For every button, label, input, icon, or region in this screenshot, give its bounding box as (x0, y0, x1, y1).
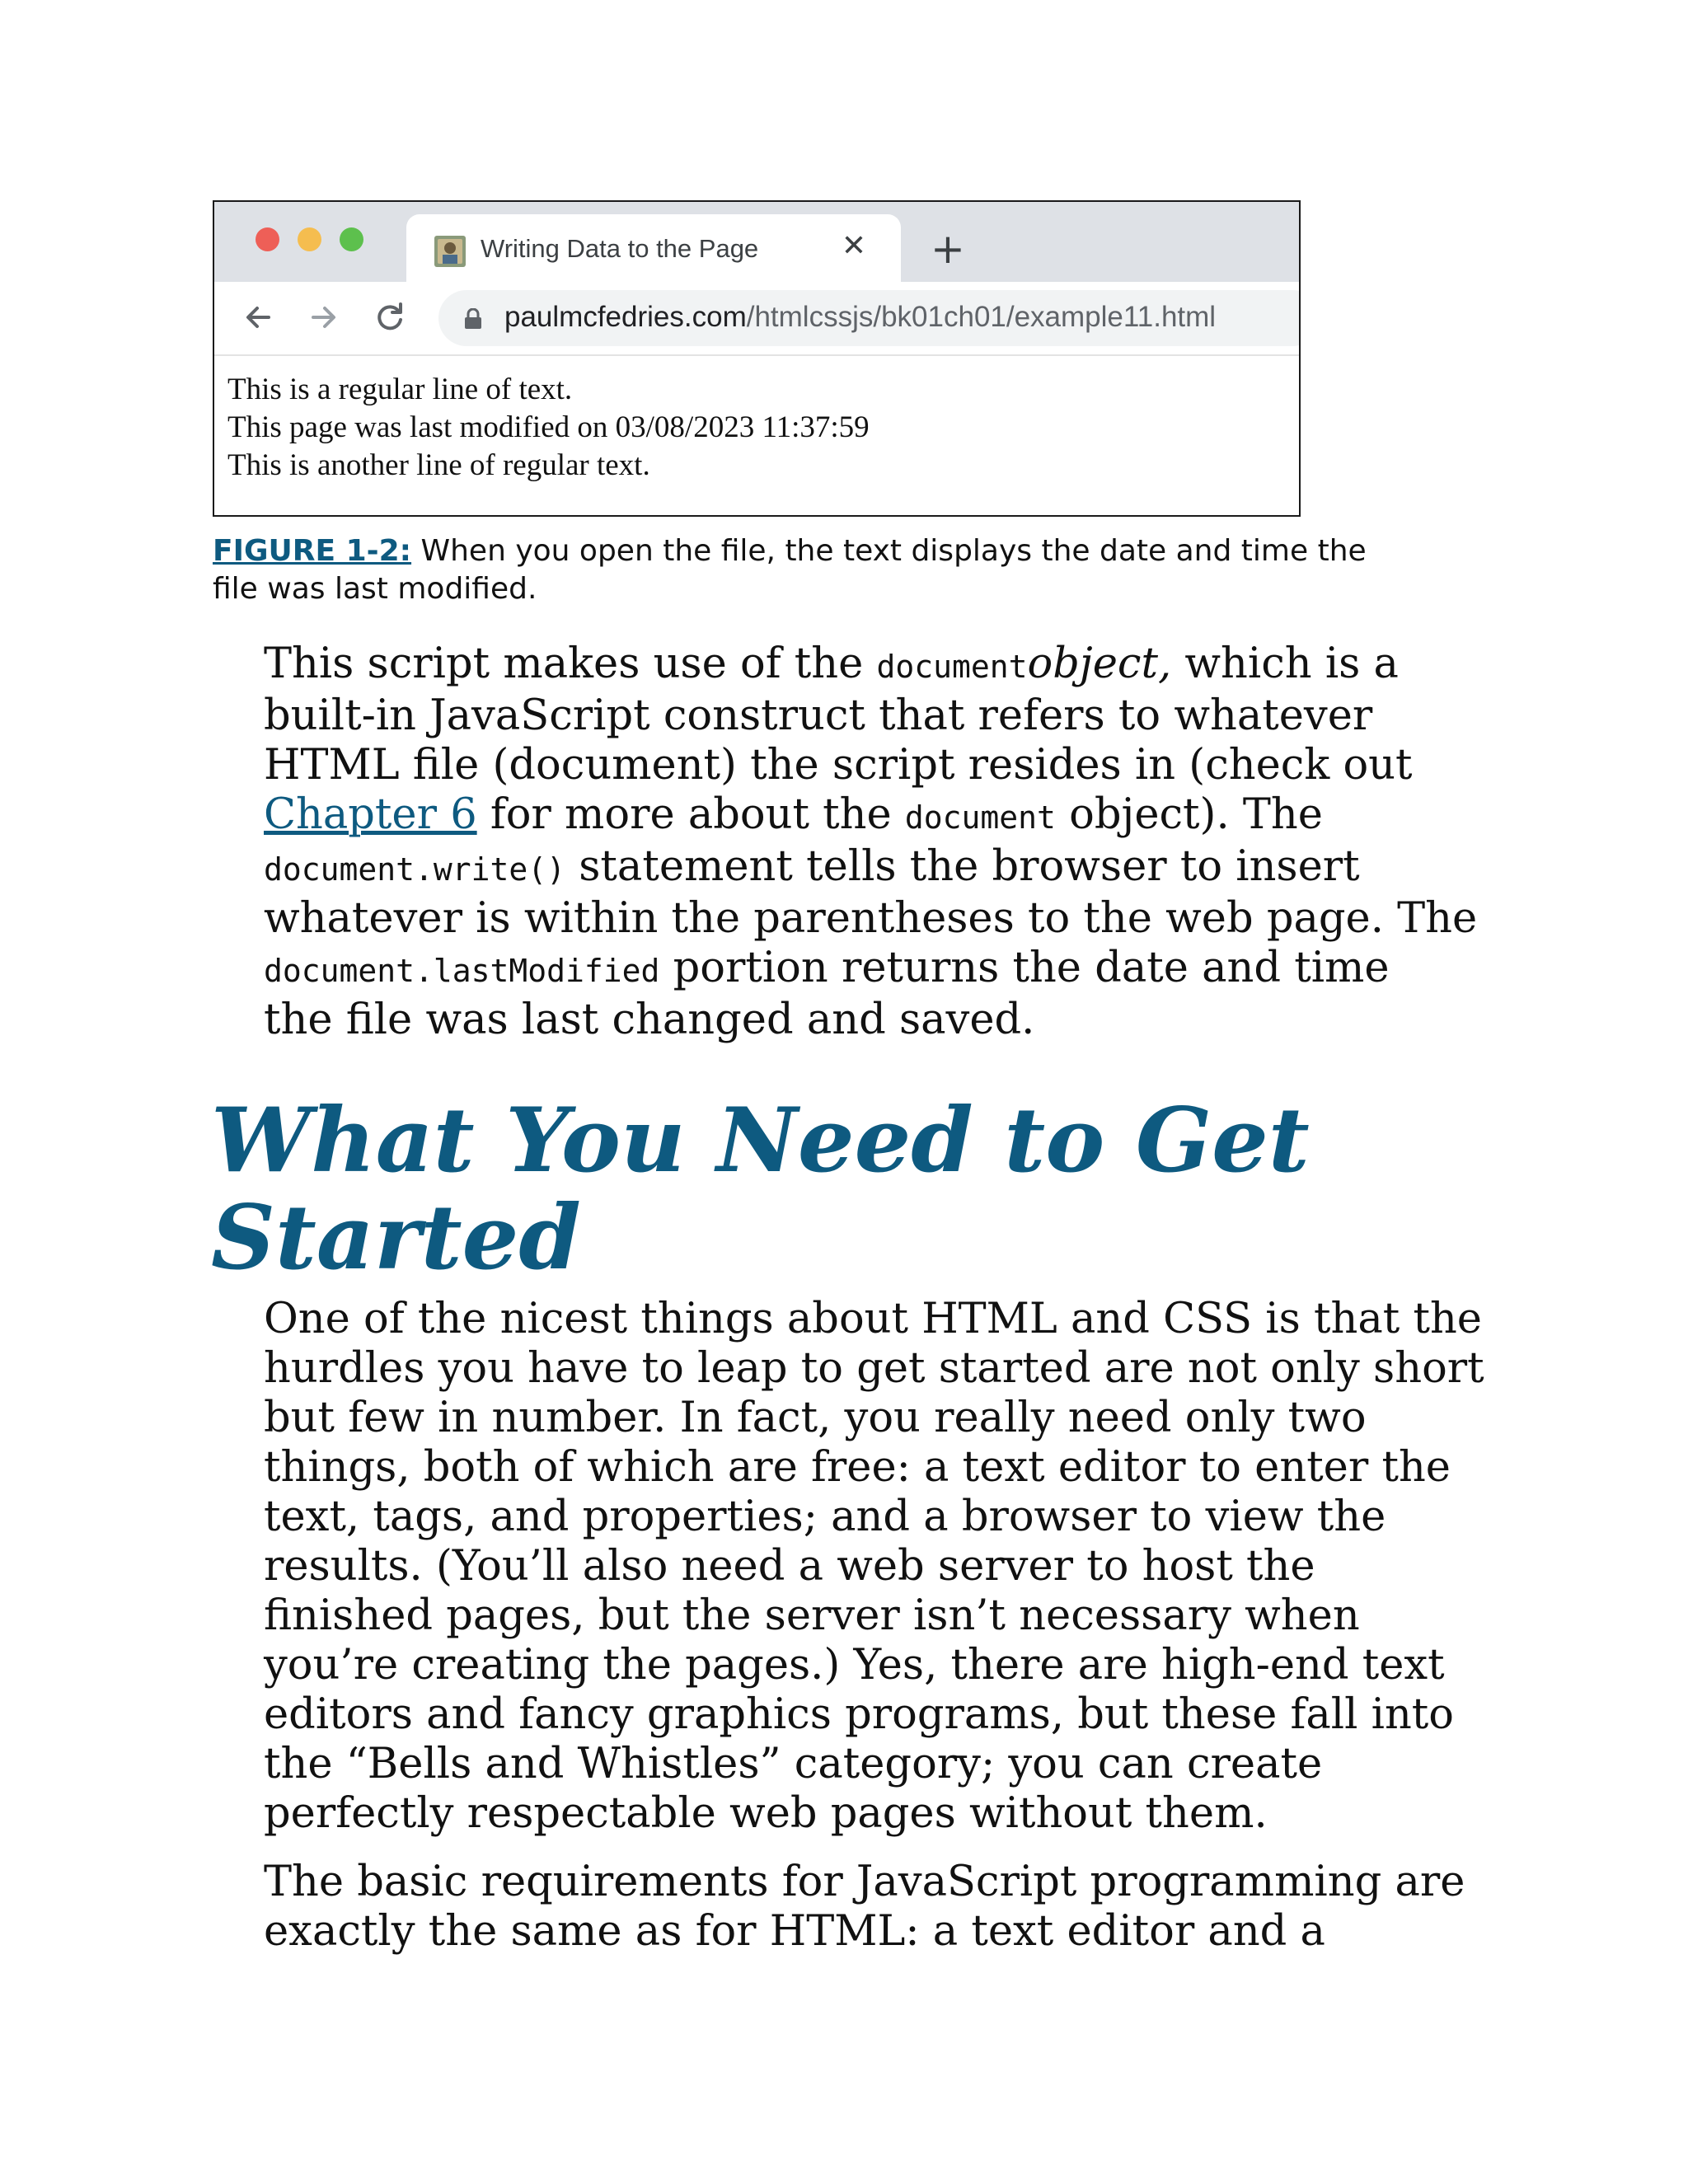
paragraph-getting-started (264, 1295, 1484, 1839)
figure-screenshot (213, 200, 1301, 517)
page-line: This page was last modified on 03/08/2023 11:37:59 (227, 410, 870, 444)
caption-text: When you open the file, the text displays the date and time the (411, 534, 1367, 568)
browser-tab[interactable] (406, 214, 901, 282)
caption-text-line2: file was last modified. (213, 572, 537, 606)
chapter-6-link[interactable]: Chapter 6 (264, 790, 477, 839)
text-line: hurdles you have to leap to get started are not only short (264, 1344, 1484, 1393)
tab-title: Writing Data to the Page (481, 234, 759, 263)
code-last-modified: document.lastModified (264, 953, 660, 989)
heading-line: What You Need to Get (211, 1089, 1310, 1193)
text-run: object). The (1055, 790, 1323, 839)
text-run: statement tells the browser to insert (565, 842, 1360, 891)
text-line: editors and fancy graphics programs, but these fall into (264, 1690, 1454, 1739)
section-heading (211, 1089, 1310, 1290)
text-line: The basic requirements for JavaScript programming are (264, 1858, 1465, 1906)
term-object: object, (1027, 640, 1172, 688)
back-arrow-icon[interactable] (237, 297, 279, 338)
text-line: results. (You’ll also need a web server to host the (264, 1542, 1315, 1591)
text-line: One of the nicest things about HTML and CSS is that the (264, 1295, 1482, 1343)
text-run: portion returns the date and time (659, 944, 1390, 992)
lock-icon (463, 308, 483, 330)
url-host: paulmcfedries.com (504, 301, 747, 333)
new-tab-icon[interactable]: + (931, 225, 965, 273)
page-line: This is another line of regular text. (227, 448, 650, 482)
text-line: perfectly respectable web pages without them. (264, 1789, 1268, 1838)
text-line: built-in JavaScript construct that refers to whatever (264, 691, 1373, 740)
text-line: whatever is within the parentheses to the web page. The (264, 894, 1478, 943)
window-zoom-button[interactable] (340, 227, 363, 251)
heading-line: Started (211, 1186, 581, 1290)
text-line (264, 790, 1477, 842)
text-run: which is a (1171, 640, 1399, 688)
browser-tabstrip (214, 202, 1299, 282)
text-line: finished pages, but the server isn’t necessary when (264, 1591, 1360, 1640)
text-line (264, 842, 1477, 894)
text-line: exactly the same as for HTML: a text editor and a (264, 1907, 1325, 1956)
figure-caption (213, 532, 1482, 608)
page-line: This is a regular line of text. (227, 373, 573, 406)
reload-icon[interactable] (369, 297, 410, 338)
code-document: document (904, 799, 1056, 836)
url-text (504, 301, 1216, 334)
tab-close-icon[interactable]: ✕ (841, 229, 867, 263)
text-line (264, 944, 1477, 996)
favicon-icon (434, 236, 466, 267)
text-run: for more about the (476, 790, 905, 839)
forward-arrow-icon[interactable] (303, 297, 345, 338)
text-run: This script makes use of the (264, 640, 877, 688)
paragraph-javascript-requirements (264, 1858, 1465, 1957)
text-line: you’re creating the pages.) Yes, there are high-end text (264, 1641, 1445, 1690)
code-document-write: document.write() (264, 851, 566, 888)
rendered-page-content (227, 371, 870, 485)
browser-toolbar (214, 282, 1299, 356)
text-line (264, 640, 1477, 691)
text-line: text, tags, and properties; and a browser to view the (264, 1493, 1386, 1541)
text-line: things, both of which are free: a text editor to enter the (264, 1443, 1451, 1492)
code-document: document (876, 649, 1028, 685)
text-line: the “Bells and Whistles” category; you can create (264, 1740, 1323, 1788)
url-path: /htmlcssjs/bk01ch01/example11.html (746, 301, 1217, 333)
text-line: but few in number. In fact, you really need only two (264, 1394, 1367, 1442)
paragraph-document-object (264, 640, 1477, 1045)
text-line: the file was last changed and saved. (264, 996, 1035, 1044)
window-minimize-button[interactable] (298, 227, 321, 251)
figure-label[interactable]: FIGURE 1-2: (213, 534, 412, 568)
window-close-button[interactable] (256, 227, 279, 251)
address-bar[interactable] (438, 290, 1301, 346)
text-line: HTML file (document) the script resides in (check out (264, 741, 1413, 790)
